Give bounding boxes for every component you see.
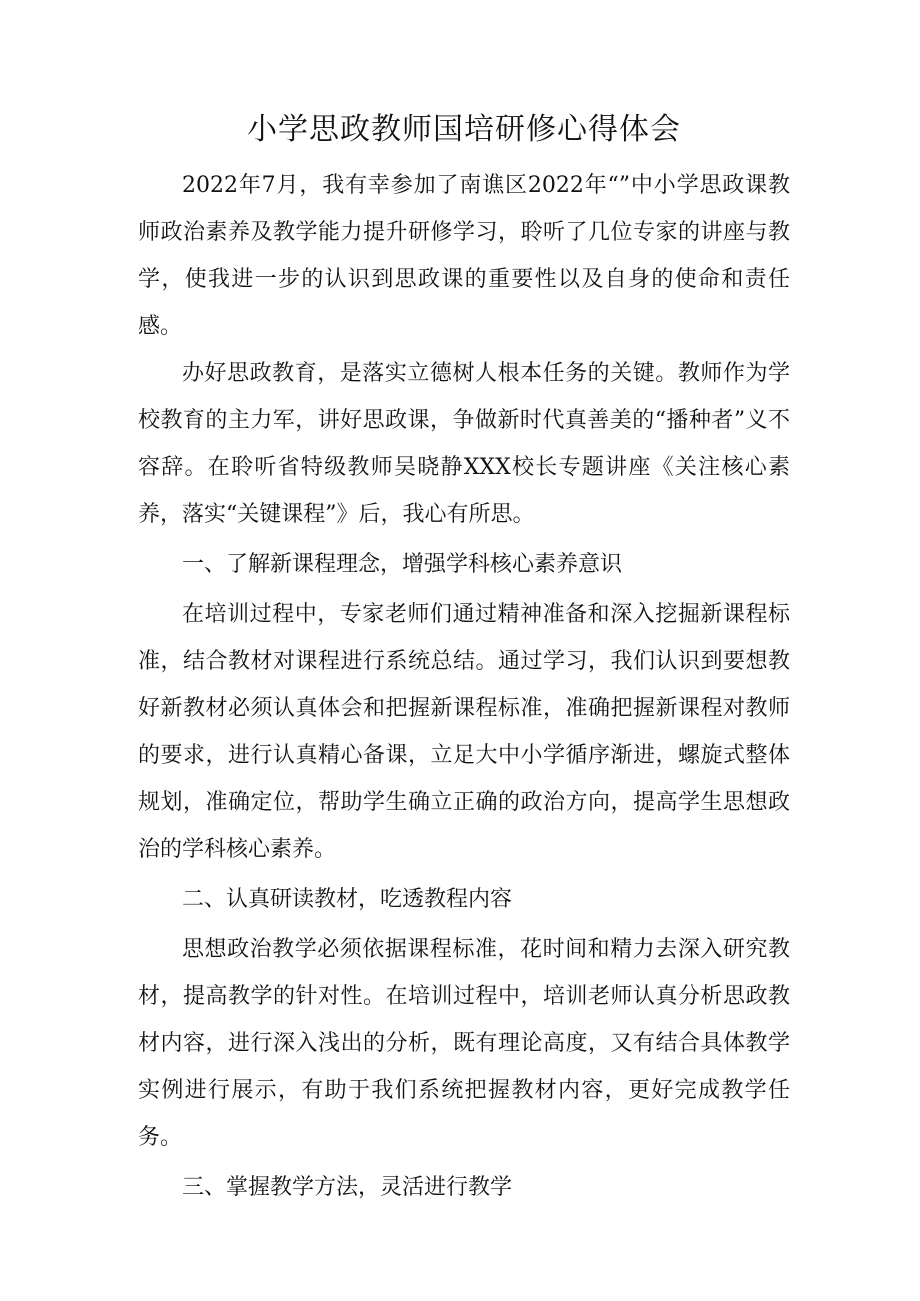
document-page (138, 108, 790, 1214)
section-1-heading: 一、了解新课程理念，增强学科核心素养意识 (182, 552, 623, 577)
document-title: 小学思政教师国培研修心得体会 (247, 112, 681, 147)
section-3-heading: 三、掌握教学方法，灵活进行教学 (182, 1175, 513, 1200)
intro-paragraph: 2022年7月，我有幸参加了南谯区2022年“”中小学思政课教师政治素养及教学能力提升研修学习，聆听了几位专家的讲座与教学，使我进一步的认识到思政课的重要性以及自身的使命和责任感。 (138, 173, 790, 339)
section-2-heading: 二、认真研读教材，吃透教程内容 (182, 887, 513, 912)
section-1-paragraph: 在培训过程中，专家老师们通过精神准备和深入挖掘新课程标准，结合教材对课程进行系统总结。通过学习，我们认识到要想教好新教材必须认真体会和把握新课程标准，准确把握新课程对教师的要求，进行认真精心备课，立足大中小学循序渐进，螺旋式整体规划，准确定位，帮助学生确立正确的政治方向，提高学生思想政治的学科核心素养。 (138, 602, 790, 862)
section-2-paragraph: 思想政治教学必须依据课程标准，花时间和精力去深入研究教材，提高教学的针对性。在培训过程中，培训老师认真分析思政教材内容，进行深入浅出的分析，既有理论高度，又有结合具体教学实例进行展示，有助于我们系统把握教材内容，更好完成教学任务。 (138, 937, 790, 1150)
context-paragraph: 办好思政教育，是落实立德树人根本任务的关键。教师作为学校教育的主力军，讲好思政课，争做新时代真善美的“播种者”义不容辞。在聆听省特级教师吴晓静XXX校长专题讲座《关注核心素养，落实“关键课程”》后，我心有所思。 (138, 361, 790, 527)
